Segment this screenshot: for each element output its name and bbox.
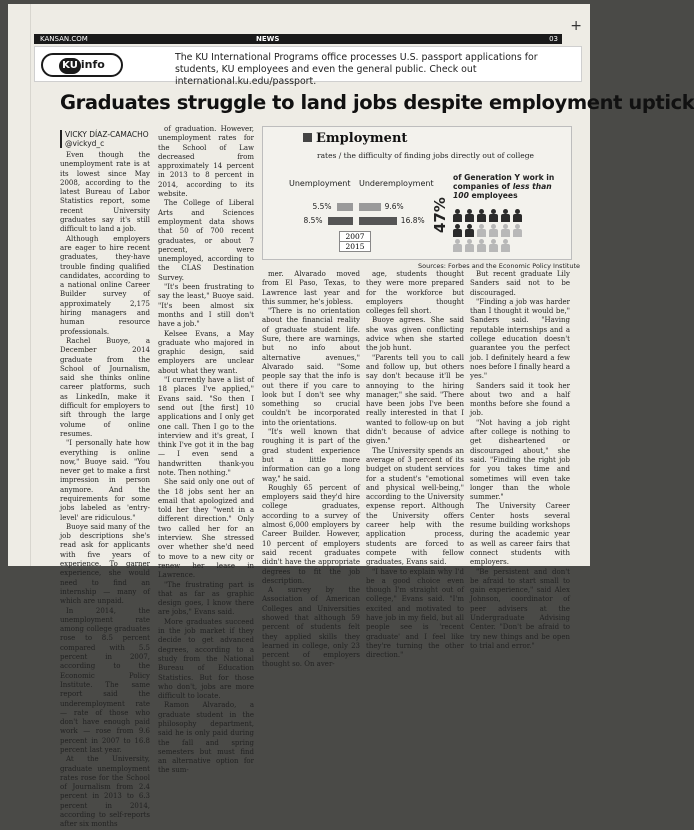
byline-name: VICKY DÍAZ-CAMACHO bbox=[65, 130, 149, 139]
article-paragraph: A survey by the Association of American Colleges and Universities showed that although 59 percent of students felt they applied skills they learned in college, only 23 percent of employers thought so. On aver- bbox=[262, 586, 360, 669]
article-paragraph: Even though the unemployment rate is at its lowest since May 2008, according to the latest Bureau of Labor Statistics report, some recent University graduates say it's still difficult to land a job. bbox=[60, 151, 150, 234]
legend-year-2007: 2007 bbox=[345, 232, 365, 241]
article-paragraph: "There is no orientation about the financial reality of graduate student life. Sure, there are warnings, but no info about alternative avenues," Alvarado said. "Some people say that the info is out there if you care to look but I don't see why something so crucial couldn't be incorporated into the orientations. bbox=[262, 307, 360, 427]
value-label-underemployment-2015: 16.8% bbox=[400, 216, 425, 225]
underemployment-label: Underemployment bbox=[359, 179, 434, 188]
article-paragraph: But recent graduate Lily Sanders said not to be discouraged. bbox=[470, 270, 570, 297]
infographic-source: Sources: Forbes and the Economic Policy Institute bbox=[418, 262, 581, 270]
square-bullet-icon bbox=[303, 133, 312, 142]
person-icon bbox=[477, 224, 486, 237]
percent-figure: 47% bbox=[431, 197, 449, 233]
article-paragraph: The College of Liberal Arts and Sciences employment data shows that 50 of 700 recent graduates, or about 7 percent, were unemployed, according to the CLAS Destination Survey. bbox=[158, 199, 254, 282]
banner-text: The KU International Programs office processes U.S. passport applications for students, KU employees and even the general public. Check out international.ku.edu/passport. bbox=[175, 52, 538, 87]
article-paragraph: Sanders said it took her about two and a half months before she found a job. bbox=[470, 381, 570, 418]
article-column-1 bbox=[60, 151, 150, 829]
person-icon bbox=[465, 239, 474, 252]
byline bbox=[60, 130, 149, 148]
article-paragraph: Roughly 65 percent of employers said they'd hire college graduates, according to a survey of almost 6,000 employers by Career Builder. However, 10 percent of employers said recent graduates didn't have the appropriate degrees to fit the job description. bbox=[262, 483, 360, 585]
bar-unemployment-2015 bbox=[328, 217, 354, 225]
person-icon bbox=[465, 224, 474, 237]
article-paragraph: "I personally hate how everything is online now," Buoye said. "You never get to make a first impression in person anymore. And the requirements for some jobs labeled as 'entry-level' are ridiculous." bbox=[60, 439, 150, 522]
percent-text-emphasis: less than 100 bbox=[453, 182, 552, 200]
article-paragraph: "It's well known that roughing it is part of the grad student experience but a little more information can go a long way," he said. bbox=[262, 428, 360, 483]
article-paragraph: Ramon Alvarado, a graduate student in the philosophy department, said he is only paid during the fall and spring semesters but must find an alternative option for the sum- bbox=[158, 701, 254, 775]
value-label-underemployment-2007: 9.6% bbox=[384, 202, 404, 211]
article-paragraph: "Parents tell you to call and follow up, but others say don't because it'll be annoying to the hiring manager," she said. "There have been jobs I've been really interested in that I wanted to follow-up on but didn't because of advice given." bbox=[366, 353, 464, 446]
article-column-3 bbox=[262, 270, 360, 669]
person-icon bbox=[489, 239, 498, 252]
article-paragraph: The University Career Center hosts several resume building workshops during the academic year as well as career fairs that connect students with employers. bbox=[470, 502, 570, 567]
unemployment-label: Unemployment bbox=[289, 179, 351, 188]
article-paragraph: "It's been frustrating to say the least," Buoye said. "It's been almost six months and I still don't have a job." bbox=[158, 283, 254, 329]
article-paragraph: Buoye agrees. She said she was given conflicting advice when she started the job hunt. bbox=[366, 316, 464, 353]
person-icon bbox=[513, 224, 522, 237]
bar-underemployment-2007 bbox=[359, 203, 381, 211]
bar-unemployment-2007 bbox=[337, 203, 354, 211]
page-fold-line bbox=[30, 4, 31, 566]
byline-handle: @vickyd_c bbox=[65, 139, 105, 148]
article-column-5 bbox=[470, 270, 570, 650]
legend-year-2015: 2015 bbox=[340, 241, 370, 251]
ku-logo-mark: KU bbox=[59, 58, 81, 74]
person-icon bbox=[477, 209, 486, 222]
person-icon bbox=[465, 209, 474, 222]
article-paragraph: Rachel Buoye, a December 2014 graduate from the School of Journalism, said she thinks online career platforms, such as LinkedIn, make it difficult for employers to sift through the large volume of online resumes. bbox=[60, 336, 150, 438]
value-label-unemployment-2015: 8.5% bbox=[303, 216, 323, 225]
article-column-4 bbox=[366, 270, 464, 660]
person-icon bbox=[453, 239, 462, 252]
crop-mark-icon: + bbox=[570, 18, 582, 34]
bar-underemployment-2015 bbox=[359, 217, 397, 225]
person-icon bbox=[477, 239, 486, 252]
article-paragraph: "I have to explain why I'd be a good choice even though I'm straight out of college," Evans said. "I'm excited and motivated to have job in my field, but all people see is 'recent graduate' and I feel like they're turning the other direction." bbox=[366, 567, 464, 660]
site-name: KANSAN.COM bbox=[40, 35, 88, 43]
article-paragraph: mer. Alvarado moved from El Paso, Texas, to Lawrence last year and this summer, he's jobless. bbox=[262, 270, 360, 306]
year-legend bbox=[339, 231, 371, 252]
infographic-subtitle: rates / the difficulty of finding jobs directly out of college bbox=[317, 151, 534, 160]
article-paragraph: "I currently have a list of 18 places I've applied," Evans said. "So then I send out [the first] 10 applications and I only get one call. Then I go to the interview and it's great, I think I've got it in the bag — I even send a handwritten thank-you note. Then nothing." bbox=[158, 376, 254, 477]
article-paragraph: age, students thought they were more prepared for the workforce but employers thought colleges fell short. bbox=[366, 270, 464, 316]
article-paragraph: Kelsee Evans, a May graduate who majored in graphic design, said employers are unclear about what they want. bbox=[158, 329, 254, 375]
article-paragraph: Although employers are eager to hire recent graduates, they-have trouble finding qualified candidates, according to a national online Career Builder survey of approximately 2,175 hiring managers and human resource professionals. bbox=[60, 234, 150, 336]
article-paragraph: The University spends an average of 3 percent of its budget on student services for a student's "emotional and physical well-being," according to the University expense report. Although the University offers career help with the application process, students are forced to compete with fellow graduates, Evans said. bbox=[366, 446, 464, 567]
article-paragraph: "Not having a job right after college is nothing to get disheartened or discouraged about," she said. "Finding the right job for you takes time and sometimes will even take longer than the whole summer." bbox=[470, 418, 570, 502]
article-paragraph: In 2014, the unemployment rate among college graduates rose to 8.5 percent compared with 5.5 percent in 2007, according to the Economic Policy Institute. The same report said the underemployment rate — rate of those who don't have enough paid work — rose from 9.6 percent in 2007 to 16.8 percent last year. bbox=[60, 606, 150, 754]
article-paragraph: of graduation. However, unemployment rates for the School of Law decreased from approximately 14 percent in 2013 to 8 percent in 2014, according to its website. bbox=[158, 125, 254, 199]
percent-text-part-b: employees bbox=[468, 191, 518, 200]
person-icon bbox=[489, 209, 498, 222]
headline: Graduates struggle to land jobs despite employment uptick bbox=[60, 91, 694, 114]
percent-text-part-a: of Generation Y work in companies of bbox=[453, 173, 555, 191]
info-logo-word: info bbox=[80, 58, 105, 71]
article-paragraph: "Finding a job was harder than I thought it would be," Sanders said. "Having reputable internships and a college education doesn't guarantee you the perfect job. I definitely heard a few noes before I finally heard a yes." bbox=[470, 297, 570, 381]
article-column-2 bbox=[158, 125, 254, 775]
article-paragraph: She said only one out of the 18 jobs sent her an email that apologized and told her they "went in a different direction." Only two called her for an interview. She stressed over whether she'd need to move to a new city or renew her lease in Lawrence. bbox=[158, 478, 254, 580]
employment-infographic bbox=[262, 126, 572, 260]
article-paragraph: "The frustrating part is that as far as graphic design goes, I know there are jobs," Evans said. bbox=[158, 580, 254, 617]
person-icon bbox=[501, 209, 510, 222]
newspaper-page bbox=[8, 4, 694, 829]
person-icon bbox=[489, 224, 498, 237]
section-name: NEWS bbox=[256, 35, 280, 43]
person-icon bbox=[453, 224, 462, 237]
article-paragraph: At the University, graduate unemployment rates rose for the School of Journalism from 2.4 percent in 2013 to 6.3 percent in 2014, according to self-reports after six months bbox=[60, 755, 150, 829]
infographic-title bbox=[303, 131, 407, 146]
section-header-bar bbox=[34, 34, 562, 44]
infographic-title-text: Employment bbox=[316, 131, 408, 146]
info-banner bbox=[34, 46, 582, 87]
person-icon bbox=[513, 209, 522, 222]
article-paragraph: Buoye said many of the job descriptions she's read ask for applicants with five years of experience. To garner experience, she would need to find an internship — many of which are unpaid. bbox=[60, 522, 150, 606]
article-paragraph: "Be persistent and don't be afraid to start small to gain experience," said Alex Johnson, coordinator of peer advisers at the Undergraduate Advising Center. "Don't be afraid to try new things and be open to trial and error." bbox=[470, 567, 570, 650]
percent-description bbox=[453, 173, 563, 200]
person-icon bbox=[453, 209, 462, 222]
value-label-unemployment-2007: 5.5% bbox=[312, 202, 332, 211]
person-icon bbox=[501, 239, 510, 252]
person-icon bbox=[501, 224, 510, 237]
page-number: 03 bbox=[549, 35, 558, 43]
article-paragraph: More graduates succeed in the job market if they decide to get advanced degrees, according to a study from the National Bureau of Education Statistics. But for those who don't, jobs are more difficult to locate. bbox=[158, 617, 254, 701]
ku-info-logo bbox=[41, 53, 123, 77]
